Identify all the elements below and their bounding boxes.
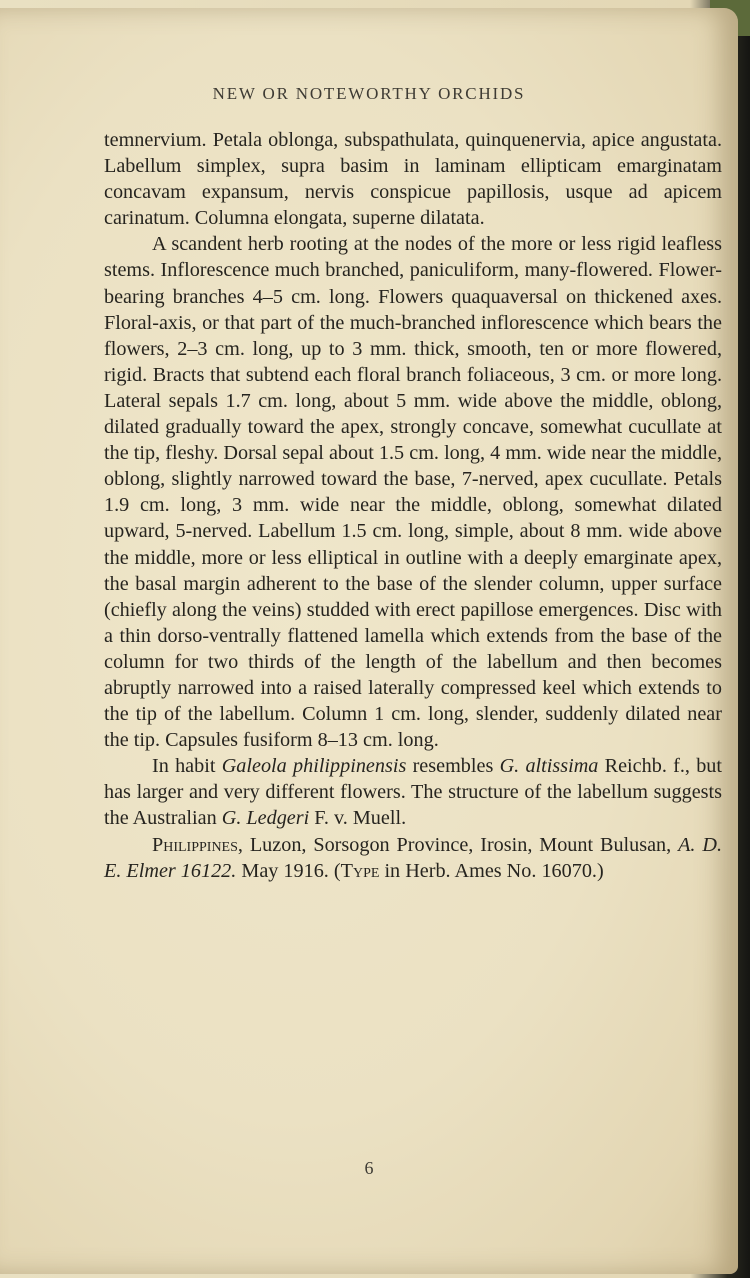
species-name: Galeola philippinensis [221,755,407,778]
country-name: Philippines [152,833,238,856]
text-run: in Herb. Ames No. 16070.) [379,859,604,882]
text-run: Reichb. f., but has larger and very different flowers. The structure of the labellum suggests the Australian [104,755,723,830]
habit-comparison [104,753,722,831]
page-number: 6 [364,1158,374,1178]
collector-number: A. D. E. Elmer 16122. [104,833,722,882]
text-run: , Luzon, Sorsogon Province, Irosin, Mount Bulusan, [237,833,679,856]
type-label: Type [340,859,380,882]
text-run: In habit [152,755,222,778]
english-description: A scandent herb rooting at the nodes of the more or less rigid leafless stems. Inflorescence much branched, paniculiform, many-flowered. Flower-bearing branches 4–5 cm. long. Flowers quaquaversal on thickened axes. Floral-axis, or that part of the much-branched inflorescence which bears the flowers, 2–3 cm. long, up to 3 mm. thick, smooth, ten or more flowered, rigid. Bracts that subtend each floral branch foliaceous, 3 cm. or more long. Lateral sepals 1.7 cm. long, about 5 mm. wide above the middle, oblong, dilated gradually toward the apex, strongly concave, somewhat cucullate at the tip, fleshy. Dorsal sepal about 1.5 cm. long, 4 mm. wide near the middle, oblong, slightly narrowed toward the base, 7-nerved, apex cucullate. Petals 1.9 cm. long, 3 mm. wide near the middle, oblong, somewhat dilated upward, 5-nerved. Labellum 1.5 cm. long, simple, about 8 mm. wide above the middle, more or less elliptical in outline with a deeply emarginate apex, the basal margin adherent to the base of the slender column, upper surface (chiefly along the veins) studded with erect papillose emergences. Disc with a thin dorso-ventrally flattened lamella which extends from the base of the column for two thirds of the length of the labellum and then becomes abruptly narrowed into a raised laterally compressed keel which extends to the tip of the labellum. Column 1 cm. long, slender, suddenly dilated near the tip. Capsules fusiform 8–13 cm. long. [104,233,722,752]
species-name: G. Ledgeri [221,807,310,830]
body-text [104,127,722,884]
book-page [0,8,738,1274]
running-title: NEW OR NOTEWORTHY ORCHIDS [212,84,526,103]
species-name: G. altissima [499,755,599,778]
text-run: F. v. Muell. [309,807,407,830]
text-run: resembles [406,755,500,778]
specimen-citation [104,832,722,884]
text-run: May 1916. ( [236,859,341,882]
latin-description-end: temnervium. Petala oblonga, subspathulata, quinquenervia, apice angustata. Labellum simplex, supra basim in laminam ellipticam emarginatam concavam expansum, nervis conspicue papillosis, usque ad apicem carinatum. Columna elongata, superne dilatata. [104,129,722,230]
